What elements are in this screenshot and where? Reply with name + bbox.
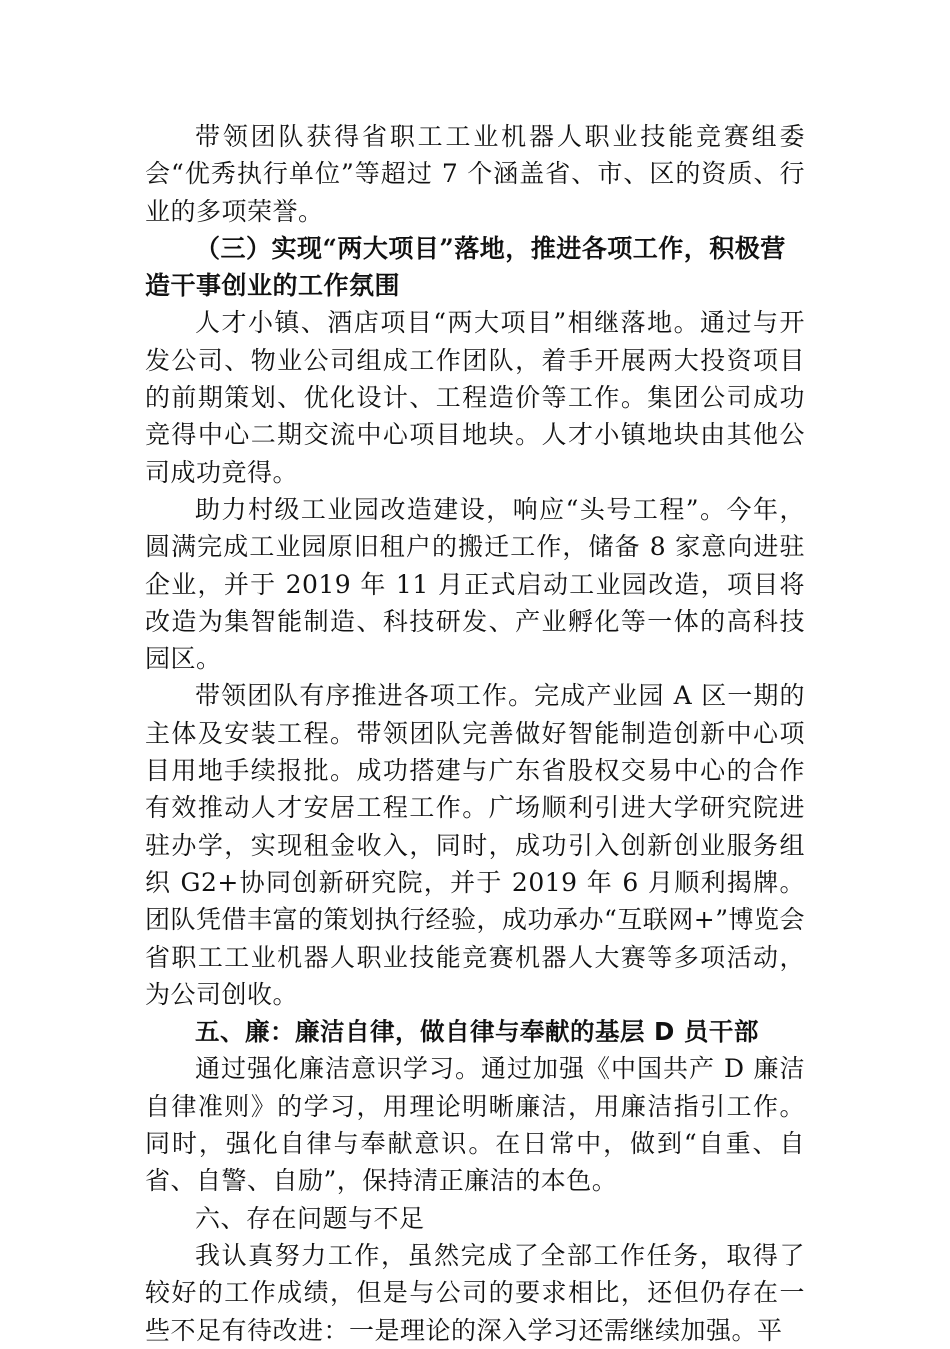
section-heading-two-projects: （三）实现“两大项目”落地，推进各项工作，积极营造干事创业的工作氛围 [145,233,786,301]
document-page [145,118,805,1349]
section-heading-integrity: 五、廉：廉洁自律，做自律与奉献的基层 D 员干部 [195,1017,759,1047]
paragraph-integrity: 通过强化廉洁意识学习。通过加强《中国共产 D 廉洁自律准则》的学习，用理论明晰廉洁，用廉洁指引工作。同时，强化自律与奉献意识。在日常中，做到“自重、自省、自警、自励”，保持清正廉洁的本色。 [145,1054,805,1196]
paragraph-problems: 我认真努力工作，虽然完成了全部工作任务，取得了较好的工作成绩，但是与公司的要求相比，还但仍存在一些不足有待改进：一是理论的深入学习还需继续加强。平 [145,1240,805,1345]
paragraph-team-work: 带领团队有序推进各项工作。完成产业园 A 区一期的主体及安装工程。带领团队完善做好智能制造创新中心项目用地手续报批。成功搭建与广东省股权交易中心的合作有效推动人才安居工程工作。广场顺利引进大学研究院进驻办学，实现租金收入，同时，成功引入创新创业服务组织 G2+协同创新研究院，并于 2019 年 6 月顺利揭牌。团队凭借丰富的策划执行经验，成功承办“互联网+”博览会省职工工业机器人职业技能竞赛机器人大赛等多项活动，为公司创收。 [145,681,806,1009]
paragraph-honors: 带领团队获得省职工工业机器人职业技能竞赛组委会“优秀执行单位”等超过 7 个涵盖省、市、区的资质、行业的多项荣誉。 [145,122,805,226]
section-heading-problems: 六、存在问题与不足 [195,1203,425,1233]
paragraph-two-projects: 人才小镇、酒店项目“两大项目”相继落地。通过与开发公司、物业公司组成工作团队，着手开展两大投资项目的前期策划、优化设计、工程造价等工作。集团公司成功竞得中心二期交流中心项目地块。人才小镇地块由其他公司成功竞得。 [145,308,805,487]
paragraph-industrial-park: 助力村级工业园改造建设，响应“头号工程”。今年，圆满完成工业园原旧租户的搬迁工作，储备 8 家意向进驻企业，并于 2019 年 11 月正式启动工业园改造，项目将改造为集智能制造、科技研发、产业孵化等一体的高科技园区。 [145,494,805,674]
